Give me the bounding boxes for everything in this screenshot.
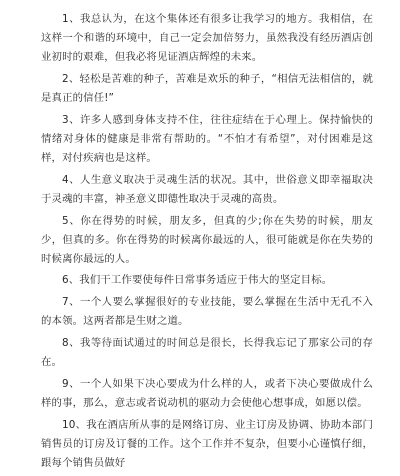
paragraph-text: 5、你在得势的时候，朋友多，但真的少;你在失势的时候，朋友少，但真的多。你在得势的时候离你最远的人，很可能就是你在失势的时候离你最远的人。 xyxy=(41,214,373,265)
paragraph-text: 8、我等待面试通过的时间总是很长，长得我忘记了那家公司的存在。 xyxy=(41,337,373,369)
document-body xyxy=(41,10,373,476)
paragraph-1 xyxy=(41,10,373,67)
paragraph-text: 7、一个人要么掌握很好的专业技能，要么掌握在生活中无孔不入的本领。这两者都是生财之道。 xyxy=(41,296,373,328)
paragraph-text: 2、轻松是苦难的种子，苦难是欢乐的种子，“相信无法相信的，就是真正的信任!” xyxy=(41,72,373,104)
paragraph-8 xyxy=(41,334,373,372)
paragraph-text: 4、人生意义取决于灵魂生活的状况。其中，世俗意义即幸福取决于灵魂的丰富，神圣意义即德性取决于灵魂的高贵。 xyxy=(41,173,373,205)
paragraph-text: 6、我们干工作要使每件日常事务适应于伟大的坚定目标。 xyxy=(62,274,333,287)
paragraph-7 xyxy=(41,293,373,331)
paragraph-text: 9、一个人如果下决心要成为什么样的人，或者下决心要做成什么样的事，那么，意志或者说动机的驱动力会使他心想事成，如愿以偿。 xyxy=(41,378,373,410)
paragraph-6 xyxy=(41,271,373,290)
paragraph-text: 10、我在酒店所从事的是网络订房、业主订房及协调、协助本部门销售员的订房及订餐的工作。这个工作并不复杂，但要小心谨慎仔细，跟每个销售员做好 xyxy=(41,419,373,470)
paragraph-10 xyxy=(41,416,373,473)
paragraph-text: 1、我总认为，在这个集体还有很多让我学习的地方。我相信，在这样一个和谐的环境中，自己一定会加倍努力，虽然我没有经历酒店创业初时的艰难，但我必将见证酒店辉煌的未来。 xyxy=(41,13,373,63)
paragraph-4 xyxy=(41,171,373,209)
paragraph-text: 3、许多人感到身体支持不住，往往症结在于心理上。保持愉快的情绪对身体的健康是非常有帮助的。“不怕才有希望”，对付困难是这样，对付疾病也是这样。 xyxy=(41,113,373,164)
paragraph-3 xyxy=(41,111,373,168)
paragraph-9 xyxy=(41,375,373,413)
paragraph-2 xyxy=(41,70,373,108)
paragraph-5 xyxy=(41,212,373,269)
